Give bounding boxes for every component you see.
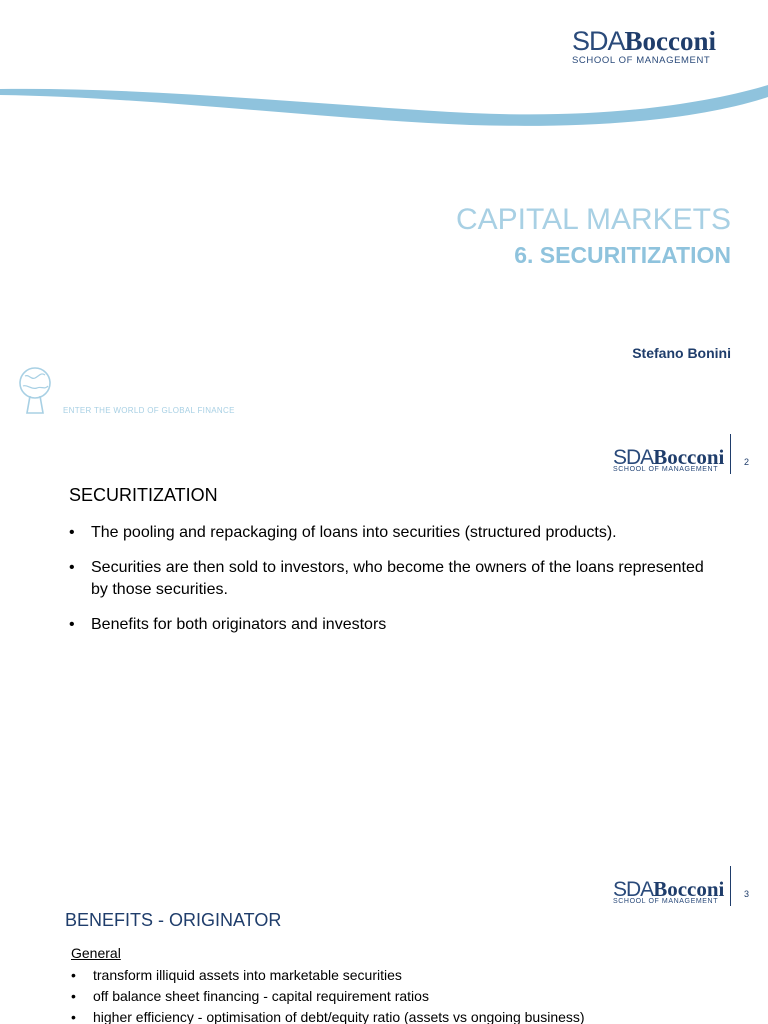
page-number: 2 bbox=[744, 457, 750, 467]
logo-divider bbox=[730, 434, 731, 474]
logo-divider bbox=[730, 866, 731, 906]
sda-bocconi-logo: SDABocconi bbox=[613, 445, 725, 469]
school-of-management-label: SCHOOL OF MANAGEMENT bbox=[613, 898, 719, 905]
presentation-title: CAPITAL MARKETS bbox=[455, 203, 731, 236]
school-of-management-label: SCHOOL OF MANAGEMENT bbox=[572, 55, 711, 66]
section-subheading: General bbox=[71, 945, 121, 961]
presentation-subtitle: 6. SECURITIZATION bbox=[514, 242, 731, 268]
list-item: • The pooling and repackaging of loans into securities (structured products). bbox=[69, 522, 709, 544]
list-item: • Benefits for both originators and investors bbox=[69, 614, 709, 636]
content-slide-benefits-originator bbox=[0, 864, 768, 1024]
list-item: • transform illiquid assets into marketable securities bbox=[71, 965, 751, 986]
school-of-management-label: SCHOOL OF MANAGEMENT bbox=[613, 466, 719, 473]
title-slide bbox=[0, 0, 768, 432]
slide-heading: BENEFITS - ORIGINATOR bbox=[65, 910, 282, 930]
list-item: • off balance sheet financing - capital requirement ratios bbox=[71, 986, 751, 1007]
tagline: ENTER THE WORLD OF GLOBAL FINANCE bbox=[63, 406, 235, 415]
author-name: Stefano Bonini bbox=[632, 345, 731, 361]
slide-heading: SECURITIZATION bbox=[69, 485, 218, 505]
sda-bocconi-logo: SDABocconi bbox=[613, 877, 725, 901]
content-slide-securitization bbox=[0, 432, 768, 864]
globe-keyhole-icon bbox=[17, 366, 53, 416]
page-number: 3 bbox=[744, 889, 750, 899]
list-item: • higher efficiency - optimisation of debt/equity ratio (assets vs ongoing business) bbox=[71, 1007, 751, 1024]
wave-band bbox=[0, 75, 768, 135]
bullet-list bbox=[71, 965, 751, 1024]
list-item: • Securities are then sold to investors, who become the owners of the loans represented by those securities. bbox=[69, 557, 709, 601]
sda-bocconi-logo: SDABocconi bbox=[572, 26, 717, 56]
bullet-list bbox=[69, 522, 709, 649]
